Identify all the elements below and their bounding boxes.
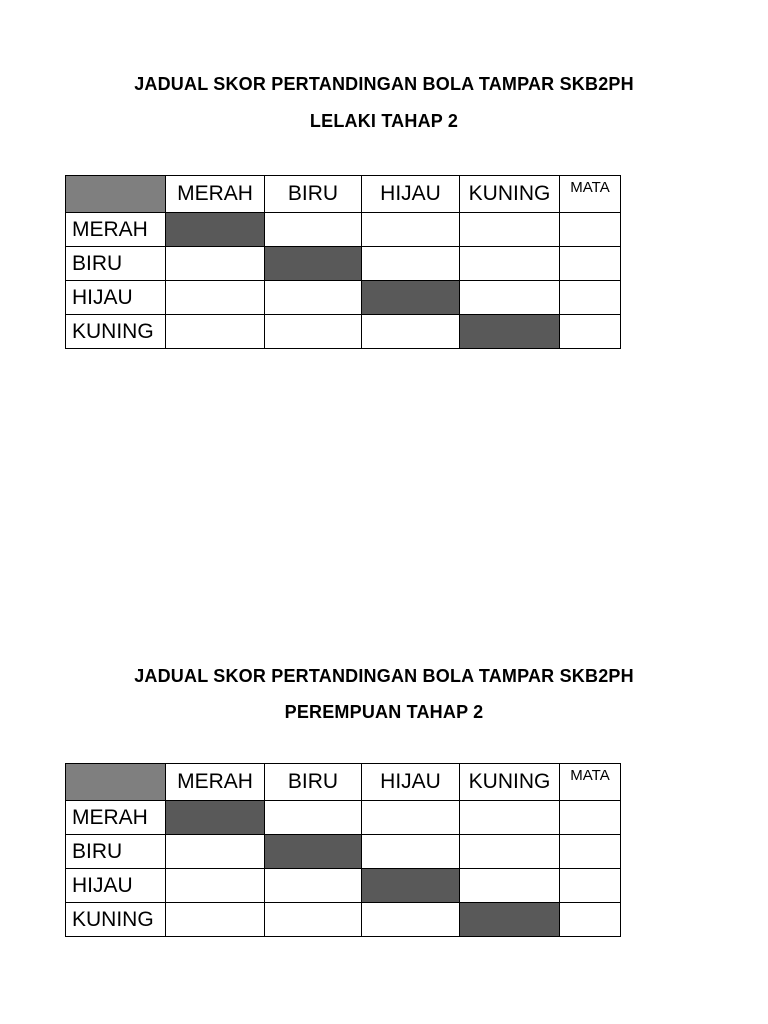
score-cell[interactable]	[166, 281, 265, 315]
table-row	[66, 213, 621, 247]
column-header: BIRU	[265, 764, 362, 801]
score-cell[interactable]	[460, 247, 560, 281]
row-label: BIRU	[66, 835, 166, 869]
column-header: MERAH	[166, 176, 265, 213]
table-row	[66, 315, 621, 349]
row-label: BIRU	[66, 247, 166, 281]
score-cell[interactable]	[166, 903, 265, 937]
table-row	[66, 903, 621, 937]
score-cell[interactable]	[265, 315, 362, 349]
column-header: BIRU	[265, 176, 362, 213]
row-label: MERAH	[66, 801, 166, 835]
column-header: KUNING	[460, 176, 560, 213]
diagonal-cell	[265, 247, 362, 281]
score-cell[interactable]	[166, 315, 265, 349]
table-header-row	[66, 176, 621, 213]
table-row	[66, 869, 621, 903]
row-label: KUNING	[66, 315, 166, 349]
table-row	[66, 281, 621, 315]
score-cell[interactable]	[460, 801, 560, 835]
score-cell[interactable]	[166, 835, 265, 869]
score-cell[interactable]	[265, 281, 362, 315]
table-row	[66, 247, 621, 281]
points-cell[interactable]	[560, 869, 621, 903]
diagonal-cell	[460, 315, 560, 349]
points-column-header: MATA	[560, 176, 621, 213]
score-cell[interactable]	[362, 801, 460, 835]
score-cell[interactable]	[265, 903, 362, 937]
header-corner-cell	[66, 764, 166, 801]
section-2-title: JADUAL SKOR PERTANDINGAN BOLA TAMPAR SKB2PH	[134, 666, 634, 686]
points-cell[interactable]	[560, 903, 621, 937]
points-cell[interactable]	[560, 281, 621, 315]
points-cell[interactable]	[560, 247, 621, 281]
points-cell[interactable]	[560, 315, 621, 349]
score-cell[interactable]	[166, 869, 265, 903]
points-column-header: MATA	[560, 764, 621, 801]
diagonal-cell	[460, 903, 560, 937]
score-cell[interactable]	[362, 903, 460, 937]
score-cell[interactable]	[362, 247, 460, 281]
diagonal-cell	[362, 281, 460, 315]
row-label: KUNING	[66, 903, 166, 937]
column-header: HIJAU	[362, 764, 460, 801]
row-label: HIJAU	[66, 869, 166, 903]
diagonal-cell	[265, 835, 362, 869]
score-cell[interactable]	[265, 869, 362, 903]
table-header-row	[66, 764, 621, 801]
section-1-subtitle: LELAKI TAHAP 2	[309, 111, 459, 131]
score-cell[interactable]	[166, 247, 265, 281]
row-label: MERAH	[66, 213, 166, 247]
diagonal-cell	[166, 213, 265, 247]
score-table-lelaki	[65, 175, 621, 349]
column-header: HIJAU	[362, 176, 460, 213]
score-cell[interactable]	[460, 281, 560, 315]
score-table-perempuan	[65, 763, 621, 937]
section-1-title: JADUAL SKOR PERTANDINGAN BOLA TAMPAR SKB2PH	[134, 74, 634, 94]
score-cell[interactable]	[460, 213, 560, 247]
column-header: MERAH	[166, 764, 265, 801]
points-cell[interactable]	[560, 213, 621, 247]
score-cell[interactable]	[265, 213, 362, 247]
column-header: KUNING	[460, 764, 560, 801]
header-corner-cell	[66, 176, 166, 213]
score-cell[interactable]	[460, 869, 560, 903]
score-cell[interactable]	[265, 801, 362, 835]
table-row	[66, 801, 621, 835]
score-cell[interactable]	[362, 835, 460, 869]
score-cell[interactable]	[460, 835, 560, 869]
points-cell[interactable]	[560, 835, 621, 869]
diagonal-cell	[362, 869, 460, 903]
score-cell[interactable]	[362, 213, 460, 247]
diagonal-cell	[166, 801, 265, 835]
section-2-subtitle: PEREMPUAN TAHAP 2	[284, 702, 484, 722]
table-row	[66, 835, 621, 869]
points-cell[interactable]	[560, 801, 621, 835]
score-cell[interactable]	[362, 315, 460, 349]
row-label: HIJAU	[66, 281, 166, 315]
